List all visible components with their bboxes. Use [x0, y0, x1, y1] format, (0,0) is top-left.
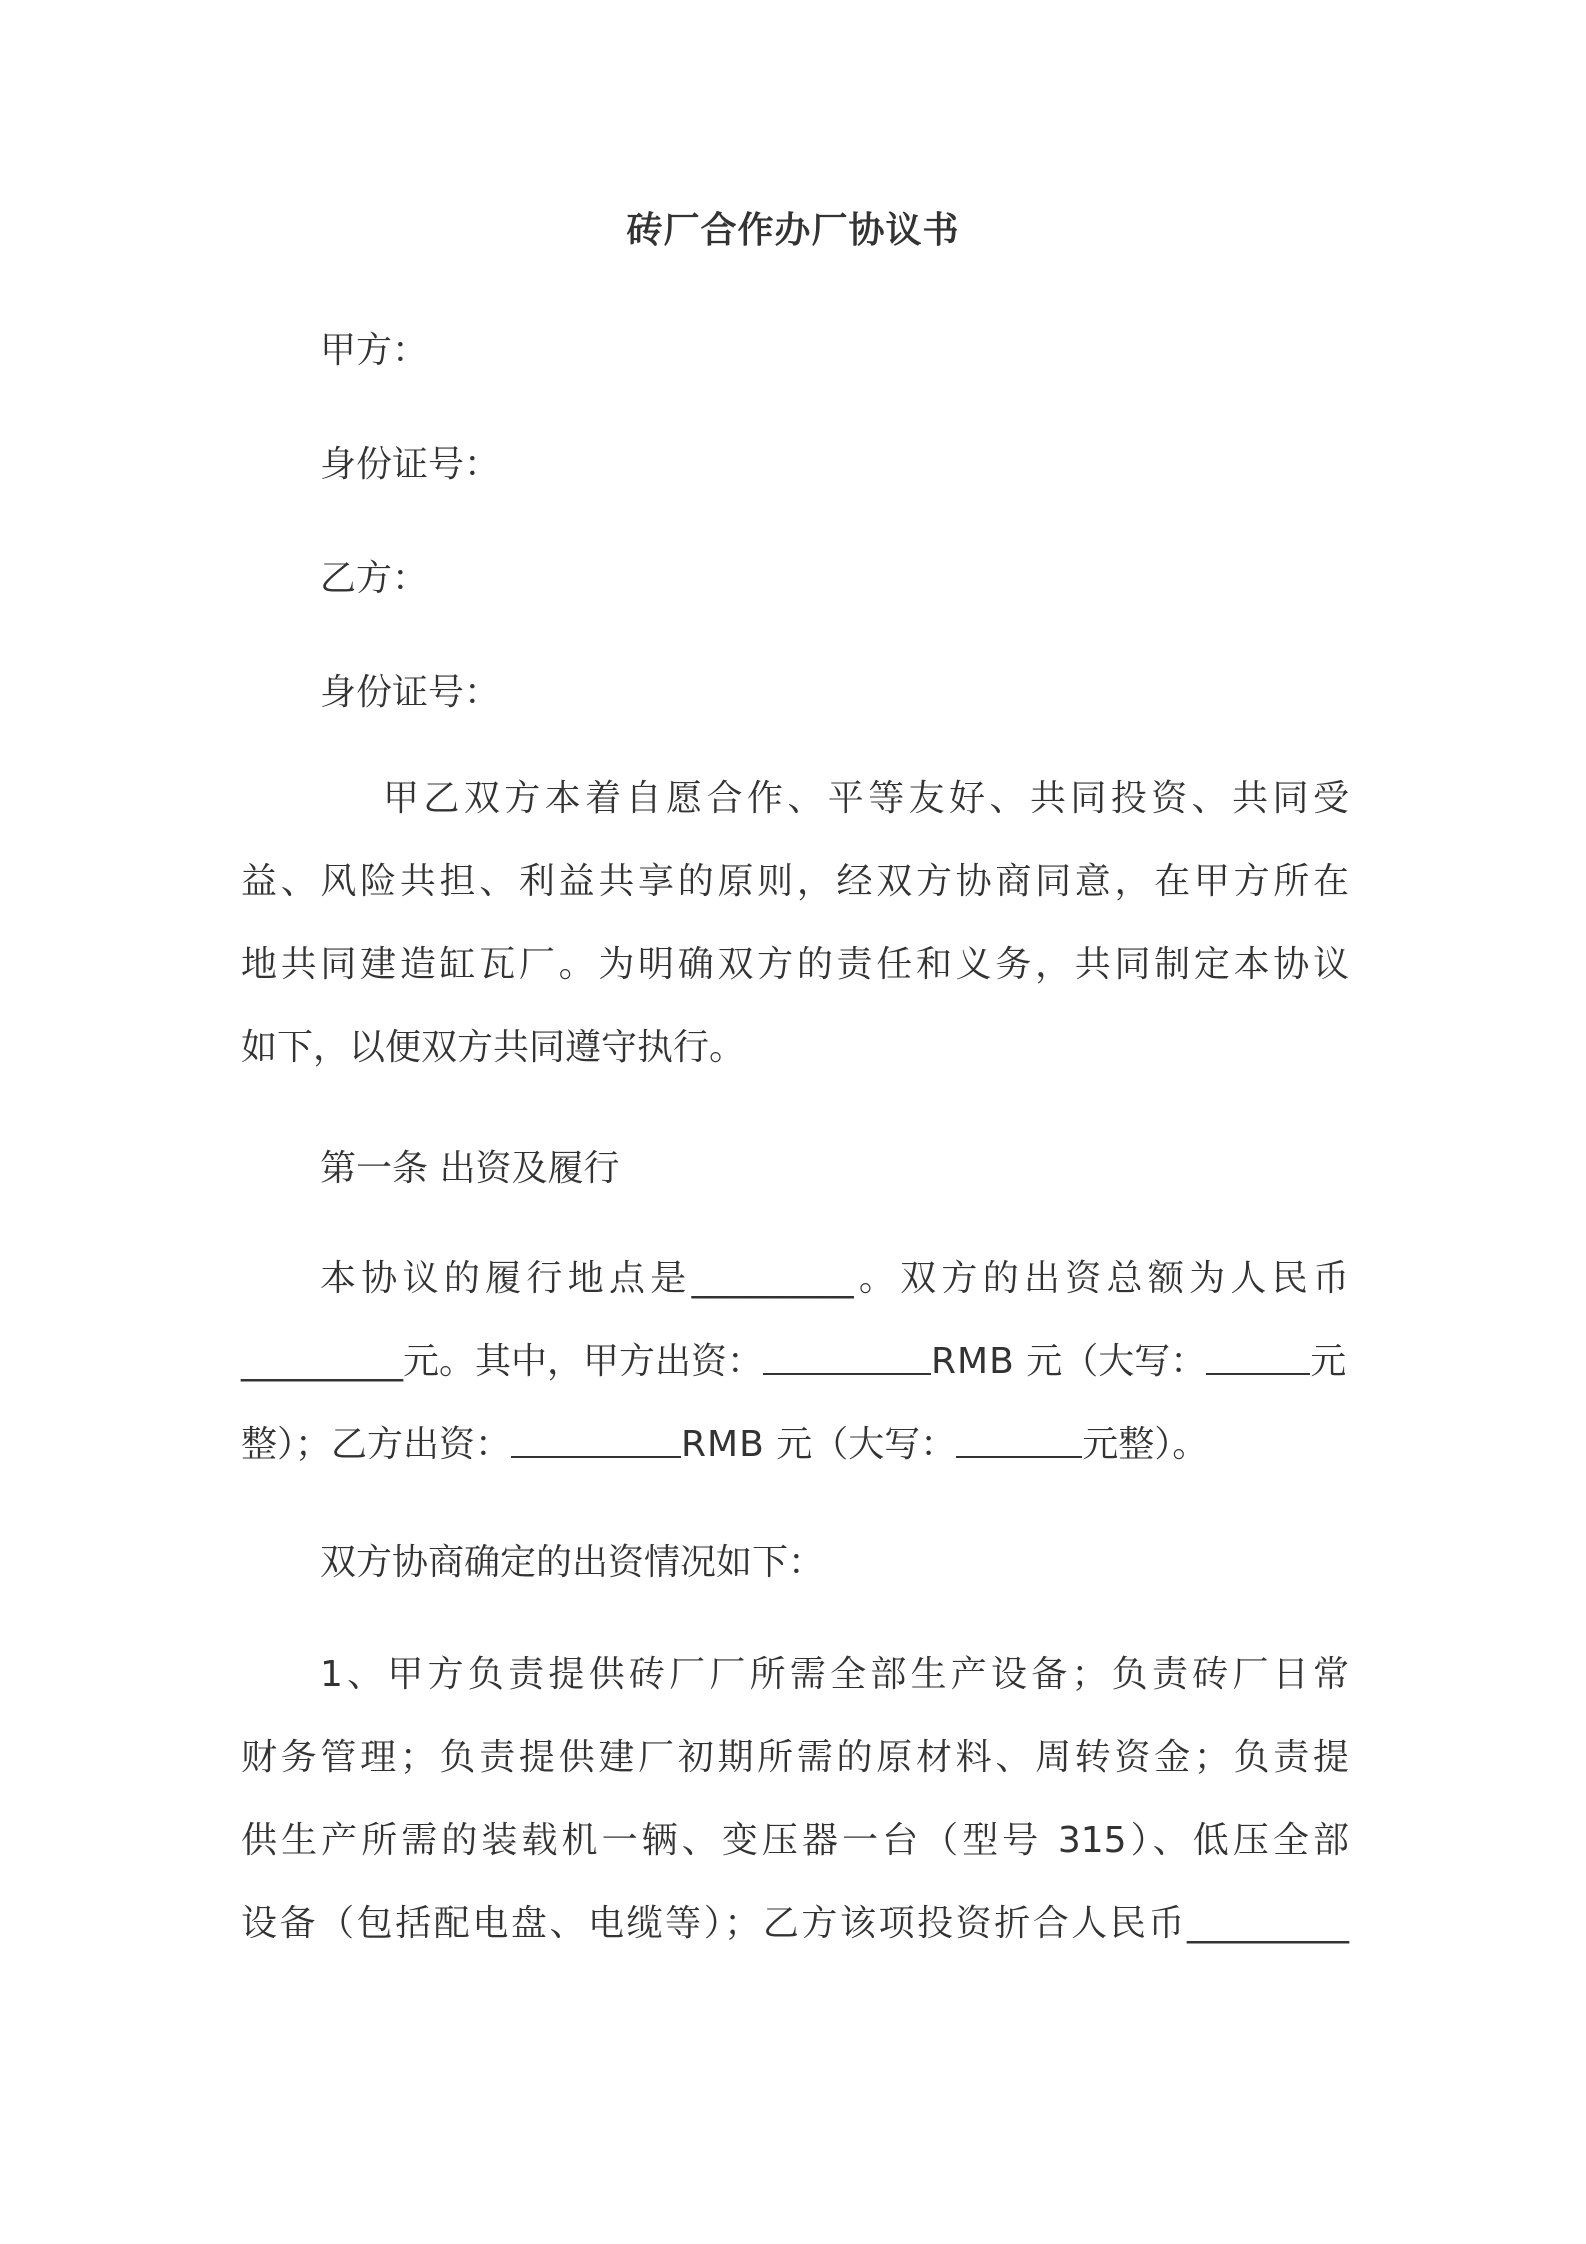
fill-blank	[511, 1426, 681, 1458]
text-span: 元。其中，甲方出资：	[403, 1341, 764, 1382]
intro-line: 地共同建造缸瓦厂。为明确双方的责任和义务，共同制定本协议	[241, 944, 1349, 985]
item1-line: 设备（包括配电盘、电缆等）；乙方该项投资折合人民币_________	[241, 1903, 1349, 1944]
article1-heading: 第一条 出资及履行	[320, 1148, 620, 1189]
article1-line-2	[241, 1320, 1349, 1403]
item1-line: 1、甲方负责提供砖厂厂所需全部生产设备；负责砖厂日常	[320, 1654, 1349, 1695]
party-b-id-label: 身份证号：	[320, 672, 501, 713]
party-b-label: 乙方：	[320, 558, 429, 599]
party-a-id-label: 身份证号：	[320, 444, 501, 485]
article1-paragraph	[241, 1237, 1349, 1486]
fill-blank	[956, 1426, 1082, 1458]
fill-blank	[1206, 1343, 1310, 1375]
item1-paragraph	[241, 1633, 1349, 1965]
article1-subheading: 双方协商确定的出资情况如下：	[320, 1542, 825, 1583]
text-span: 本协议的履行地点是	[320, 1258, 692, 1299]
text-span: 元整）。	[1082, 1424, 1209, 1465]
fill-blank	[763, 1343, 931, 1375]
article1-line-1	[241, 1237, 1349, 1320]
currency-code: RMB	[681, 1424, 765, 1465]
blank-text: _________	[241, 1341, 403, 1382]
intro-line: 甲乙双方本着自愿合作、平等友好、共同投资、共同受	[383, 778, 1349, 819]
article1-line-3	[241, 1403, 1349, 1486]
text-span: 整）；乙方出资：	[241, 1424, 512, 1465]
item1-line: 供生产所需的装载机一辆、变压器一台（型号 315）、低压全部	[241, 1820, 1349, 1861]
item1-line: 财务管理；负责提供建厂初期所需的原材料、周转资金；负责提	[241, 1737, 1349, 1778]
text-span: 元（大写：	[1014, 1341, 1207, 1382]
intro-paragraph	[241, 757, 1349, 1089]
text-span: 。双方的出资总额为人民币	[853, 1258, 1349, 1299]
currency-code: RMB	[931, 1341, 1015, 1382]
party-a-label: 甲方：	[320, 330, 429, 371]
text-span: 元（大写：	[764, 1424, 957, 1465]
intro-line: 益、风险共担、利益共享的原则，经双方协商同意，在甲方所在	[241, 861, 1349, 902]
intro-line: 如下，以便双方共同遵守执行。	[241, 1027, 746, 1068]
blank-text: _________	[691, 1258, 854, 1299]
document-title: 砖厂合作办厂协议书	[626, 210, 960, 251]
text-span: 元	[1310, 1341, 1347, 1382]
